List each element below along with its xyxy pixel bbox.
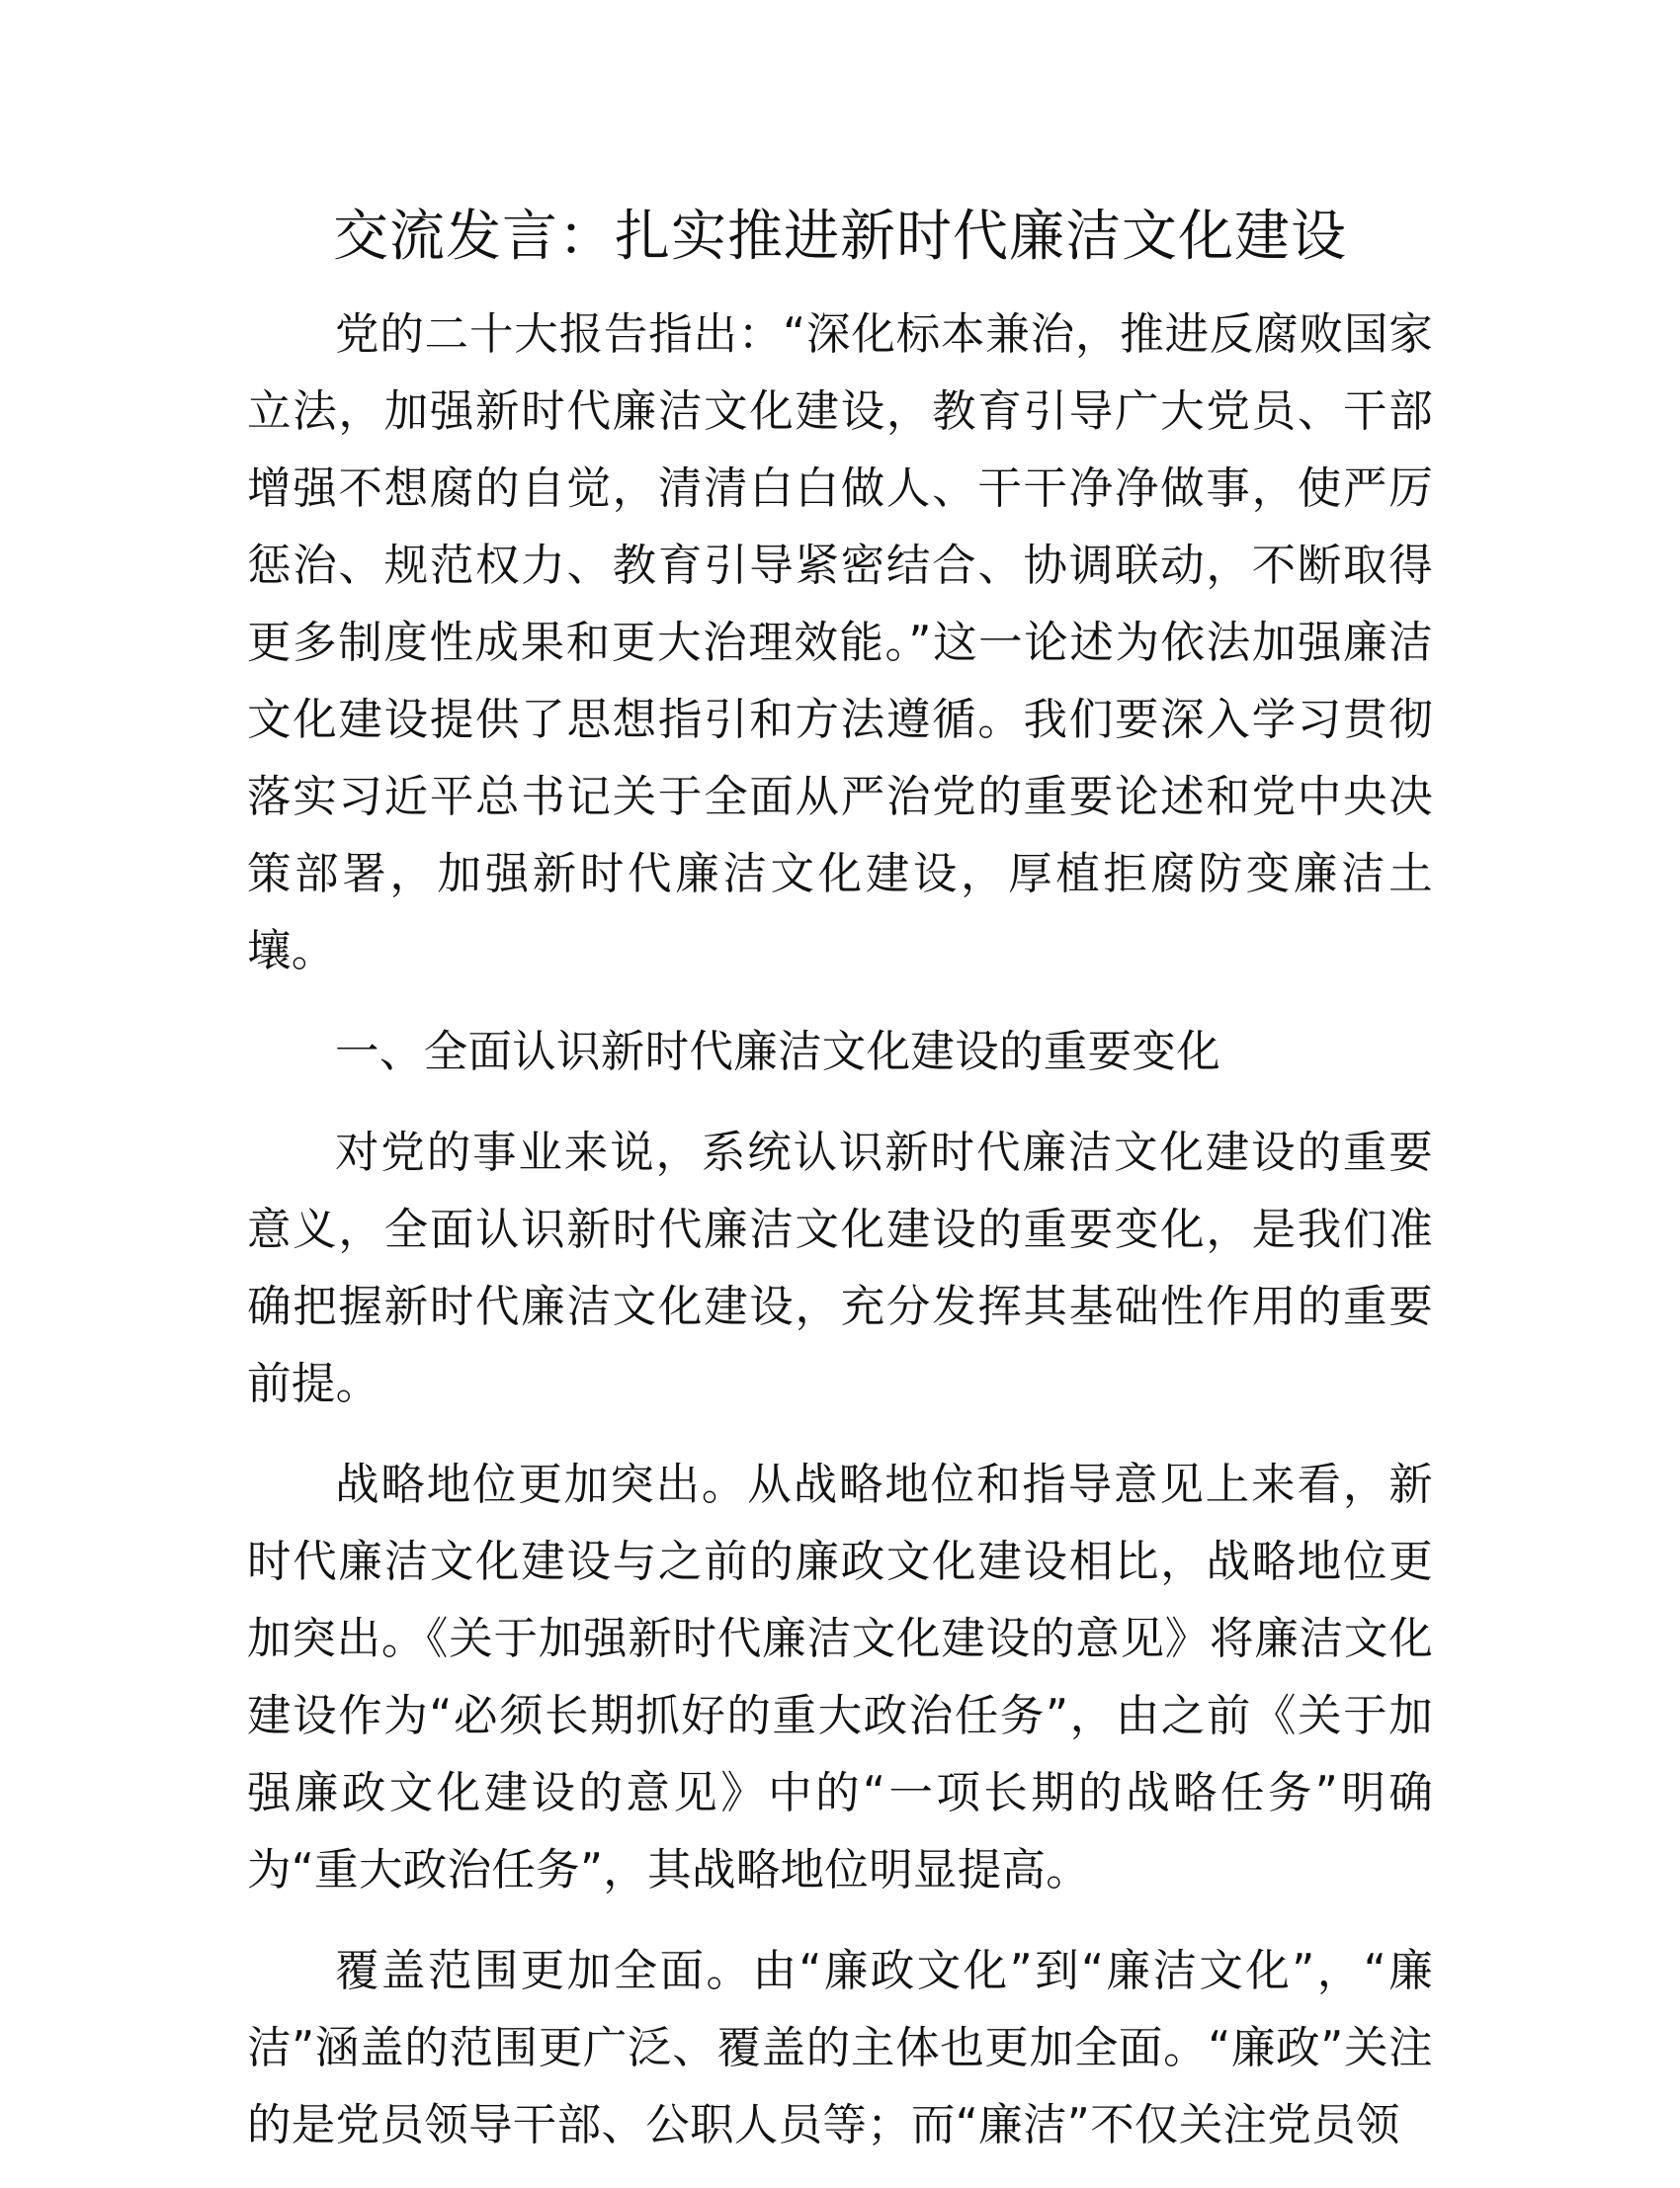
section-heading-1: 一、全面认识新时代廉洁文化建设的重要变化 (335, 1027, 1221, 1077)
document-title: 交流发言：扎实推进新时代廉洁文化建设 (333, 205, 1347, 269)
paragraph-intro: 党的二十大报告指出：“深化标本兼治，推进反腐败国家立法，加强新时代廉洁文化建设，教育引导广大党员、干部增强不想腐的自觉，清清白白做人、干干净净做事，使严厉惩治、规范权力、教育引导紧密结合、协调联动，不断取得更多制度性成果和更大治理效能。”这一论述为依法加强廉洁文化建设提供了思想指引和方法遵循。我们要深入学习贯彻落实习近平总书记关于全面从严治党的重要论述和党中央决策部署，加强新时代廉洁文化建设，厚植拒腐防变廉洁土壤。 (247, 309, 1433, 976)
document-body (247, 296, 1433, 2188)
paragraph-significance: 对党的事业来说，系统认识新时代廉洁文化建设的重要意义，全面认识新时代廉洁文化建设的重要变化，是我们准确把握新时代廉洁文化建设，充分发挥其基础性作用的重要前提。 (247, 1128, 1433, 1409)
paragraph-strategic-status: 战略地位更加突出。从战略地位和指导意见上来看，新时代廉洁文化建设与之前的廉政文化建设相比，战略地位更加突出。《关于加强新时代廉洁文化建设的意见》将廉洁文化建设作为“必须长期抓好的重大政治任务”，由之前《关于加强廉政文化建设的意见》中的“一项长期的战略任务”明确为“重大政治任务”，其战略地位明显提高。 (247, 1460, 1433, 1895)
paragraph-coverage-scope: 覆盖范围更加全面。由“廉政文化”到“廉洁文化”，“廉洁”涵盖的范围更广泛、覆盖的主体也更加全面。“廉政”关注的是党员领导干部、公职人员等；而“廉洁”不仅关注党员领 (247, 1946, 1433, 2150)
